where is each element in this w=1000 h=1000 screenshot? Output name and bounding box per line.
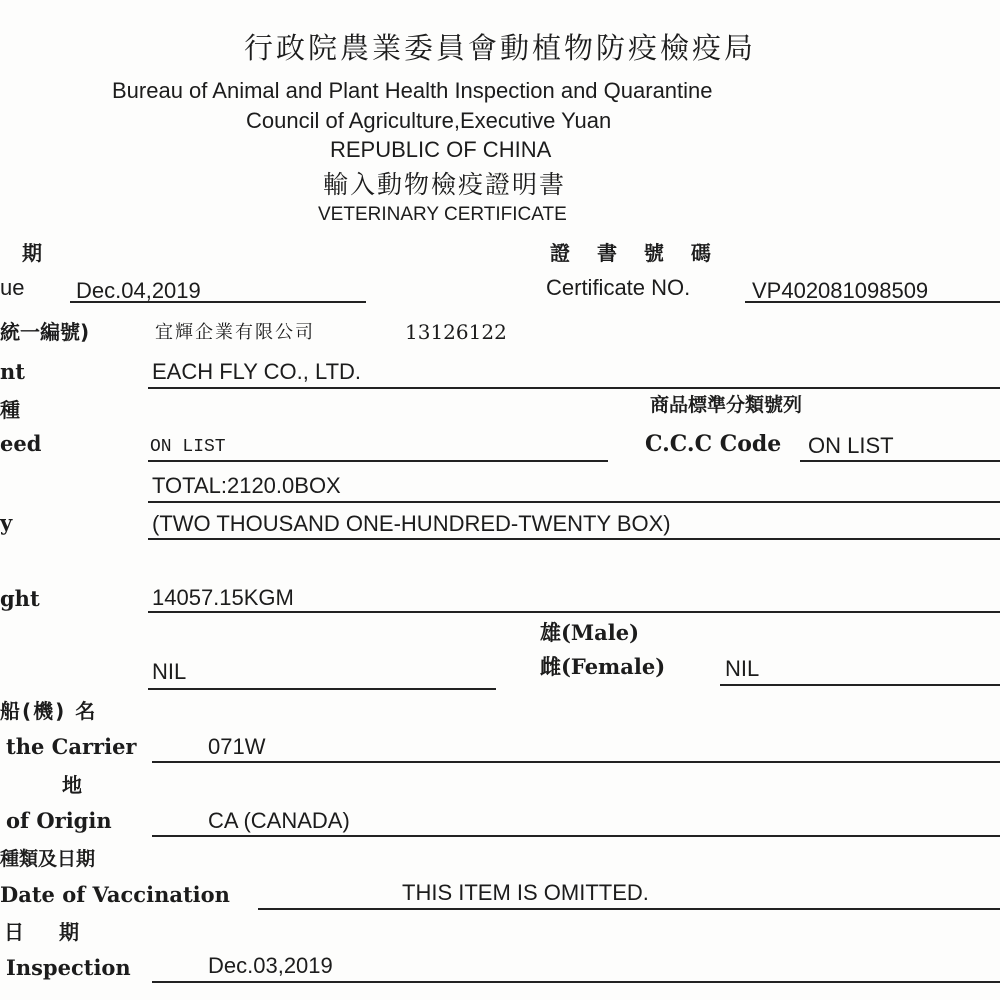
carrier-underline [152,761,1000,763]
male-label: 雄(Male) [540,620,640,645]
vaccination-underline [258,908,1000,910]
inspection-label-cjk: 日 期 [4,920,93,944]
importer-tax-id: 13126122 [405,320,507,344]
certificate-no-underline [745,301,1000,303]
quantity-words: (TWO THOUSAND ONE-HUNDRED-TWENTY BOX) [152,511,671,536]
breed-label-cjk: 種 [0,398,20,422]
quantity-total: TOTAL:2120.0BOX [152,473,341,498]
ccc-code-label-cjk: 商品標準分類號列 [650,394,803,416]
breed-value: ON LIST [150,437,226,457]
importer-name: EACH FLY CO., LTD. [152,359,362,384]
ccc-code-underline [800,460,1000,462]
certificate-title: VETERINARY CERTIFICATE [318,204,567,225]
certificate-title-cjk: 輸入動物檢疫證明書 [323,170,567,199]
breed-underline [148,460,608,462]
date-of-issue-label-cjk: 期 [22,241,42,265]
certificate-no-label: Certificate NO. [546,275,691,300]
sex-value: NIL [725,656,760,681]
sex-left-underline [148,688,496,690]
origin-label-cjk: 地 [62,773,82,797]
weight-underline [148,611,1000,613]
quantity-total-underline [148,501,1000,503]
inspection-underline [152,981,1000,983]
carrier-label: the Carrier [6,734,137,759]
sex-left-value: NIL [152,659,187,684]
carrier-value: 071W [208,734,266,759]
breed-label: eed [0,431,42,456]
sex-underline [720,684,1000,686]
certificate-no-value: VP402081098509 [752,278,929,303]
vaccination-label: Date of Vaccination [0,882,230,907]
importer-id-label-cjk: 統一編號) [0,320,90,344]
carrier-label-cjk: 船(機) 名 [0,699,98,723]
vaccination-label-cjk: 種類及日期 [0,848,96,870]
inspection-label: Inspection [6,955,131,980]
council-name: Council of Agriculture,Executive Yuan [246,108,612,133]
origin-underline [152,835,1000,837]
importer-name-cjk: 宜輝企業有限公司 [155,322,315,343]
inspection-value: Dec.03,2019 [208,953,333,978]
female-label: 雌(Female) [540,654,666,679]
agency-name-cjk: 行政院農業委員會動植物防疫檢疫局 [243,31,756,65]
ccc-code-value: ON LIST [808,433,894,458]
quantity-words-underline [148,538,1000,540]
weight-label: ght [0,586,40,611]
ccc-code-label: C.C.C Code [645,431,782,457]
quantity-label: y [0,510,13,535]
date-of-issue-label: ue [0,275,25,300]
origin-label: of Origin [6,808,112,833]
date-of-issue-value: Dec.04,2019 [76,278,201,303]
certificate-no-label-cjk: 證 書 號 碼 [550,241,721,265]
date-of-issue-underline [70,301,366,303]
country-name: REPUBLIC OF CHINA [330,137,552,162]
importer-underline [148,387,1000,389]
origin-value: CA (CANADA) [208,808,350,833]
importer-label: nt [0,359,25,384]
bureau-name: Bureau of Animal and Plant Health Inspection and Quarantine [112,78,713,103]
weight-value: 14057.15KGM [152,585,294,610]
vaccination-value: THIS ITEM IS OMITTED. [402,880,649,905]
